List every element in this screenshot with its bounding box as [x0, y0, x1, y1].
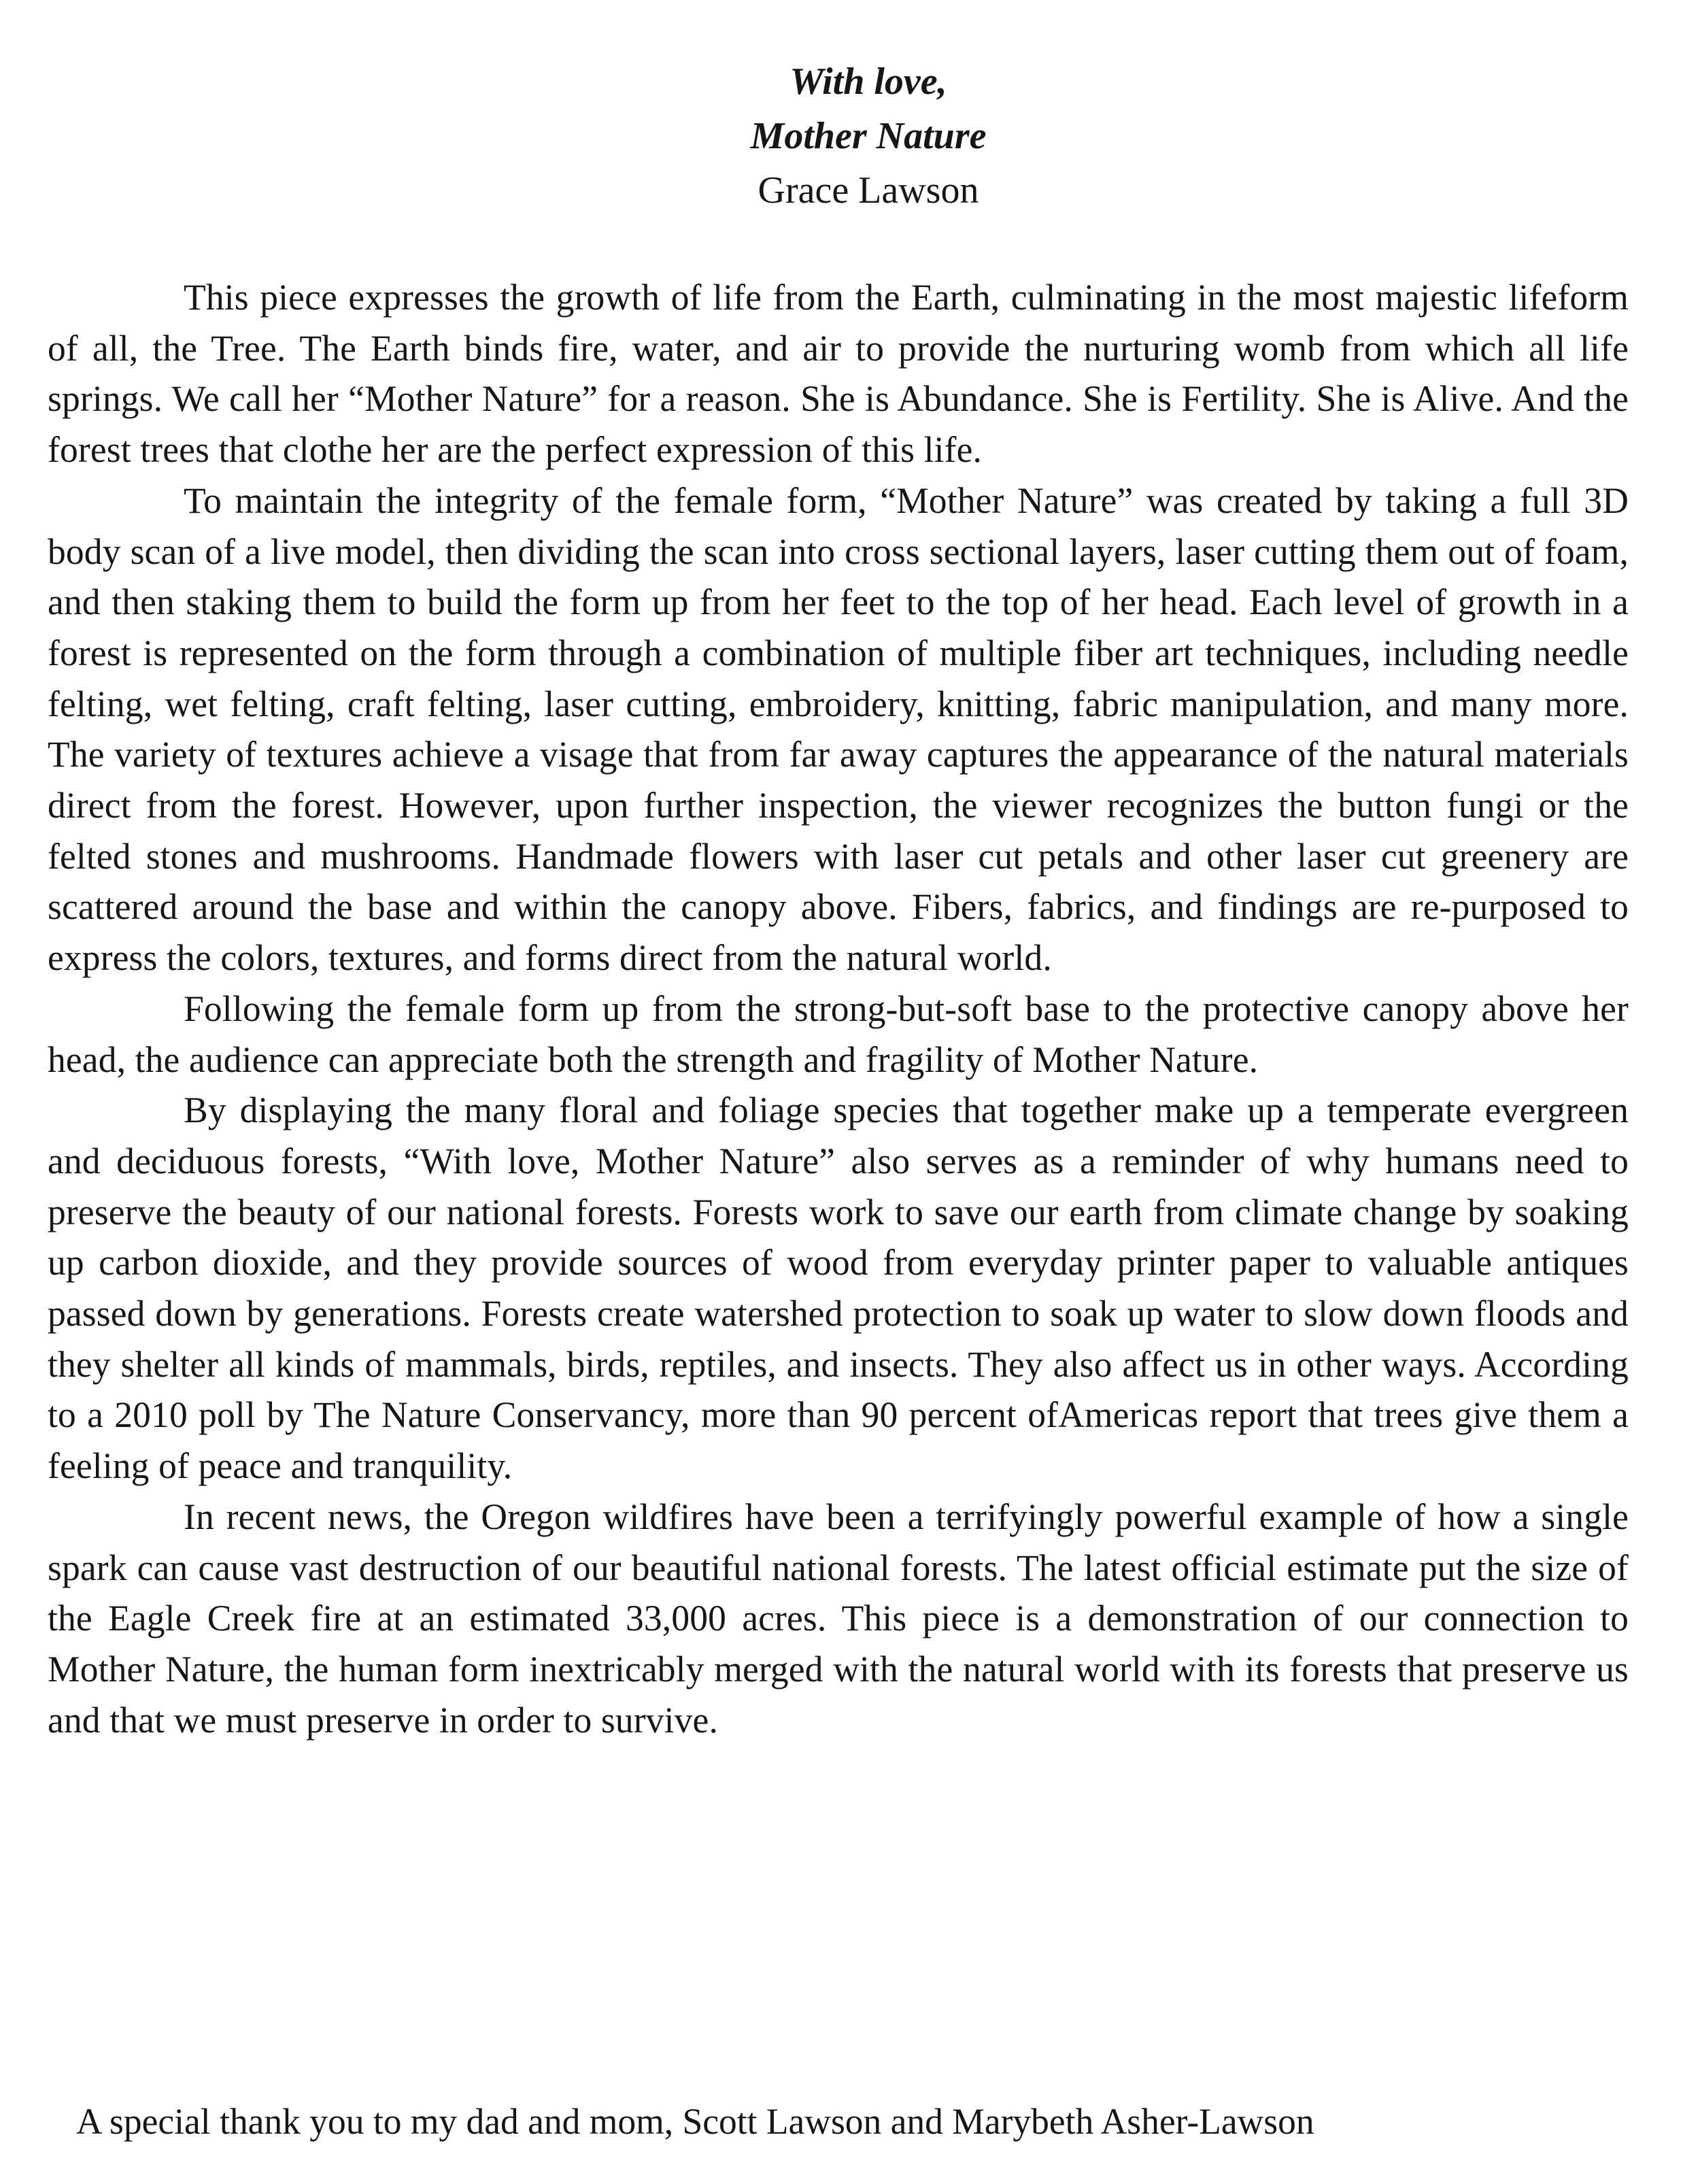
document-header [63, 54, 1674, 218]
acknowledgement: A special thank you to my dad and mom, Scott Lawson and Marybeth Asher-Lawson [76, 2101, 1314, 2142]
paragraph-1: This piece expresses the growth of life from the Earth, culminating in the most majestic lifeform of all, the Tree. The Earth binds fire, water, and air to provide the nurturing womb from which all life springs. We call her “Mother Nature” for a reason. She is Abundance. She is Fertility. She is Alive. And the forest trees that clothe her are the perfect expression of this life. [48, 277, 1629, 471]
title-line-1: With love, [789, 61, 947, 103]
paragraph-5: In recent news, the Oregon wildfires have been a terrifyingly powerful example of how a single spark can cause vast destruction of our beautiful national forests. The latest official estimate put the size of the Eagle Creek fire at an estimated 33,000 acres. This piece is a demonstration of our connection to Mother Nature, the human form inextricably merged with the natural world with its forests that preserve us and that we must preserve in order to survive. [48, 1496, 1629, 1741]
paragraph-4: By displaying the many floral and foliage species that together make up a temperate evergreen and deciduous forests, “With love, Mother Nature” also serves as a reminder of why humans need to preserve the beauty of our national forests. Forests work to save our earth from climate change by soaking up carbon dioxide, and they provide sources of wood from everyday printer paper to valuable antiques passed down by generations. Forests create watershed protection to soak up water to slow down floods and they shelter all kinds of mammals, birds, reptiles, and insects. They also affect us in other ways. According to a 2010 poll by The Nature Conservancy, more than 90 percent ofAmericas report that trees give them a feeling of peace and tranquility. [48, 1090, 1629, 1487]
artist-statement [48, 272, 1629, 1745]
paragraph-2: To maintain the integrity of the female form, “Mother Nature” was created by taking a full 3D body scan of a live model, then dividing the scan into cross sectional layers, laser cutting them out of foam, and then staking them to build the form up from her feet to the top of her head. Each level of growth in a forest is represented on the form through a combination of multiple fiber art techniques, including needle felting, wet felting, craft felting, laser cutting, embroidery, knitting, fabric manipulation, and many more. The variety of textures achieve a visage that from far away captures the appearance of the natural materials direct from the forest. However, upon further inspection, the viewer recognizes the button fungi or the felted stones and mushrooms. Handmade flowers with laser cut petals and other laser cut greenery are scattered around the base and within the canopy above. Fibers, fabrics, and findings are re-purposed to express the colors, textures, and forms direct from the natural world. [48, 480, 1629, 979]
author-name: Grace Lawson [758, 169, 979, 212]
paragraph-3: Following the female form up from the strong-but-soft base to the protective canopy above her head, the audience can appreciate both the strength and fragility of Mother Nature. [48, 988, 1629, 1080]
title-line-2: Mother Nature [750, 115, 987, 157]
